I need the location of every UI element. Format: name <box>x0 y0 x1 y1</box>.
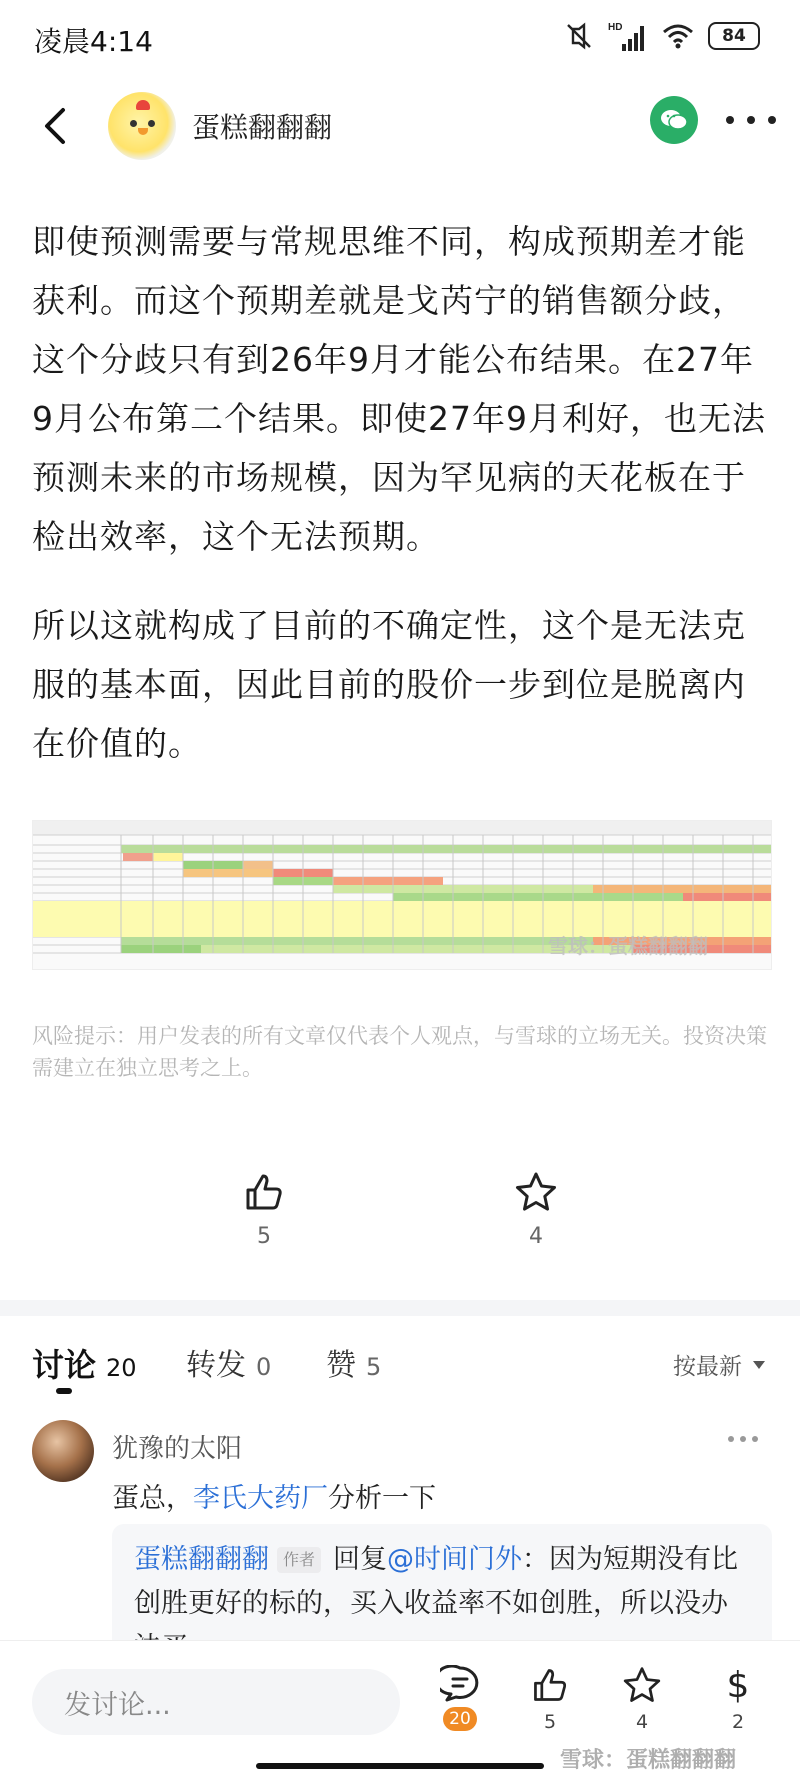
tab-count: 5 <box>366 1353 382 1381</box>
comment-text <box>112 1476 436 1515</box>
battery-icon <box>708 22 760 50</box>
status-time: 凌晨4:14 <box>34 25 153 58</box>
caret-down-icon <box>752 1360 766 1370</box>
stock-link[interactable]: 李氏大药厂 <box>193 1483 328 1514</box>
bottom-like-count: 5 <box>543 1711 557 1733</box>
comment-more-button[interactable] <box>728 1436 758 1442</box>
article-paragraph: 所以这就构成了目前的不确定性，这个是无法克服的基本面，因此目前的股价一步到位是脱离内在价值的。 <box>32 606 746 763</box>
wechat-share-button[interactable] <box>650 96 698 144</box>
discussion-tabs <box>0 1330 800 1400</box>
commenter-name[interactable]: 犹豫的太阳 <box>112 1434 243 1464</box>
like-button[interactable] <box>224 1170 304 1249</box>
thumbs-up-icon <box>530 1665 570 1705</box>
back-button[interactable] <box>30 96 80 156</box>
status-bar <box>0 0 800 76</box>
comment-icon <box>440 1665 480 1703</box>
dollar-icon <box>721 1665 755 1705</box>
tab-discussion[interactable] <box>32 1340 137 1386</box>
sort-dropdown[interactable] <box>673 1348 766 1381</box>
star-icon <box>514 1170 558 1214</box>
reply-word: 回复 <box>333 1544 388 1575</box>
article-paragraph: 即使预测需要与常规思维不同，构成预期差才能获利。而这个预期差就是戈芮宁的销售额分歧，这个分歧只有到26年9月才能公布结果。在27年9月公布第二个结果。即使27年9月利好，也无法预测未来的市场规模，因为罕见病的天花板在于检出效率，这个无法预期。 <box>32 222 766 556</box>
network-label: HD <box>608 22 623 33</box>
svg-text:$: $ <box>726 1665 750 1705</box>
bottom-favorite-button[interactable] <box>612 1665 672 1733</box>
image-watermark: 雪球：蛋糕翻翻翻 <box>548 934 708 958</box>
comment-text-suffix: 分析一下 <box>328 1483 436 1514</box>
article-body <box>32 212 772 773</box>
author-avatar[interactable] <box>108 92 176 160</box>
article-actions <box>0 1170 800 1280</box>
bottom-favorite-count: 4 <box>635 1711 649 1733</box>
bottom-bar <box>0 1640 800 1778</box>
discussion-input-placeholder: 发讨论... <box>64 1689 171 1721</box>
signal-icon <box>608 20 648 52</box>
more-options-button[interactable] <box>726 100 776 140</box>
tab-count: 20 <box>106 1354 137 1382</box>
tab-label: 赞 <box>326 1348 356 1383</box>
favorite-count: 4 <box>529 1224 543 1249</box>
back-icon <box>41 106 69 146</box>
comment-text-prefix: 蛋总， <box>112 1483 193 1514</box>
reply-mention[interactable]: @时间门外 <box>387 1544 523 1575</box>
section-divider <box>0 1300 800 1316</box>
commenter-avatar[interactable] <box>32 1420 94 1482</box>
tab-label: 讨论 <box>32 1346 97 1384</box>
comment-button[interactable] <box>430 1665 490 1731</box>
reply-box[interactable] <box>112 1524 772 1654</box>
active-tab-indicator <box>56 1388 72 1394</box>
reply-author[interactable]: 蛋糕翻翻翻 <box>134 1544 269 1575</box>
screen-watermark: 雪球：蛋糕翻翻翻 <box>560 1748 737 1773</box>
top-nav <box>0 76 800 176</box>
reward-button[interactable] <box>708 1665 768 1733</box>
reply-text: ：因为短期没有比创胜更好的标的，买入收益率不如创胜，所以没办 <box>134 1544 739 1619</box>
star-icon <box>622 1665 662 1705</box>
thumbs-up-icon <box>242 1170 286 1214</box>
status-icons <box>564 20 760 52</box>
discussion-input[interactable] <box>32 1669 400 1735</box>
comment-count-badge: 20 <box>443 1707 477 1731</box>
wifi-icon <box>662 22 694 50</box>
risk-notice: 风险提示：用户发表的所有文章仅代表个人观点，与雪球的立场无关。投资决策需建立在独立思考之上。 <box>32 1024 767 1080</box>
bottom-like-button[interactable] <box>520 1665 580 1733</box>
author-name[interactable]: 蛋糕翻翻翻 <box>192 111 333 144</box>
sort-label: 按最新 <box>673 1354 742 1380</box>
tab-repost[interactable] <box>186 1340 271 1384</box>
wechat-icon <box>659 107 689 133</box>
reward-count: 2 <box>731 1711 745 1733</box>
tab-count: 0 <box>256 1353 272 1381</box>
favorite-button[interactable] <box>496 1170 576 1249</box>
home-indicator[interactable] <box>256 1763 544 1769</box>
author-tag: 作者 <box>277 1547 321 1573</box>
like-count: 5 <box>257 1224 271 1249</box>
tab-likes[interactable] <box>326 1340 381 1384</box>
mute-icon <box>564 21 594 51</box>
battery-level: 84 <box>722 26 746 46</box>
tab-label: 转发 <box>186 1348 246 1383</box>
